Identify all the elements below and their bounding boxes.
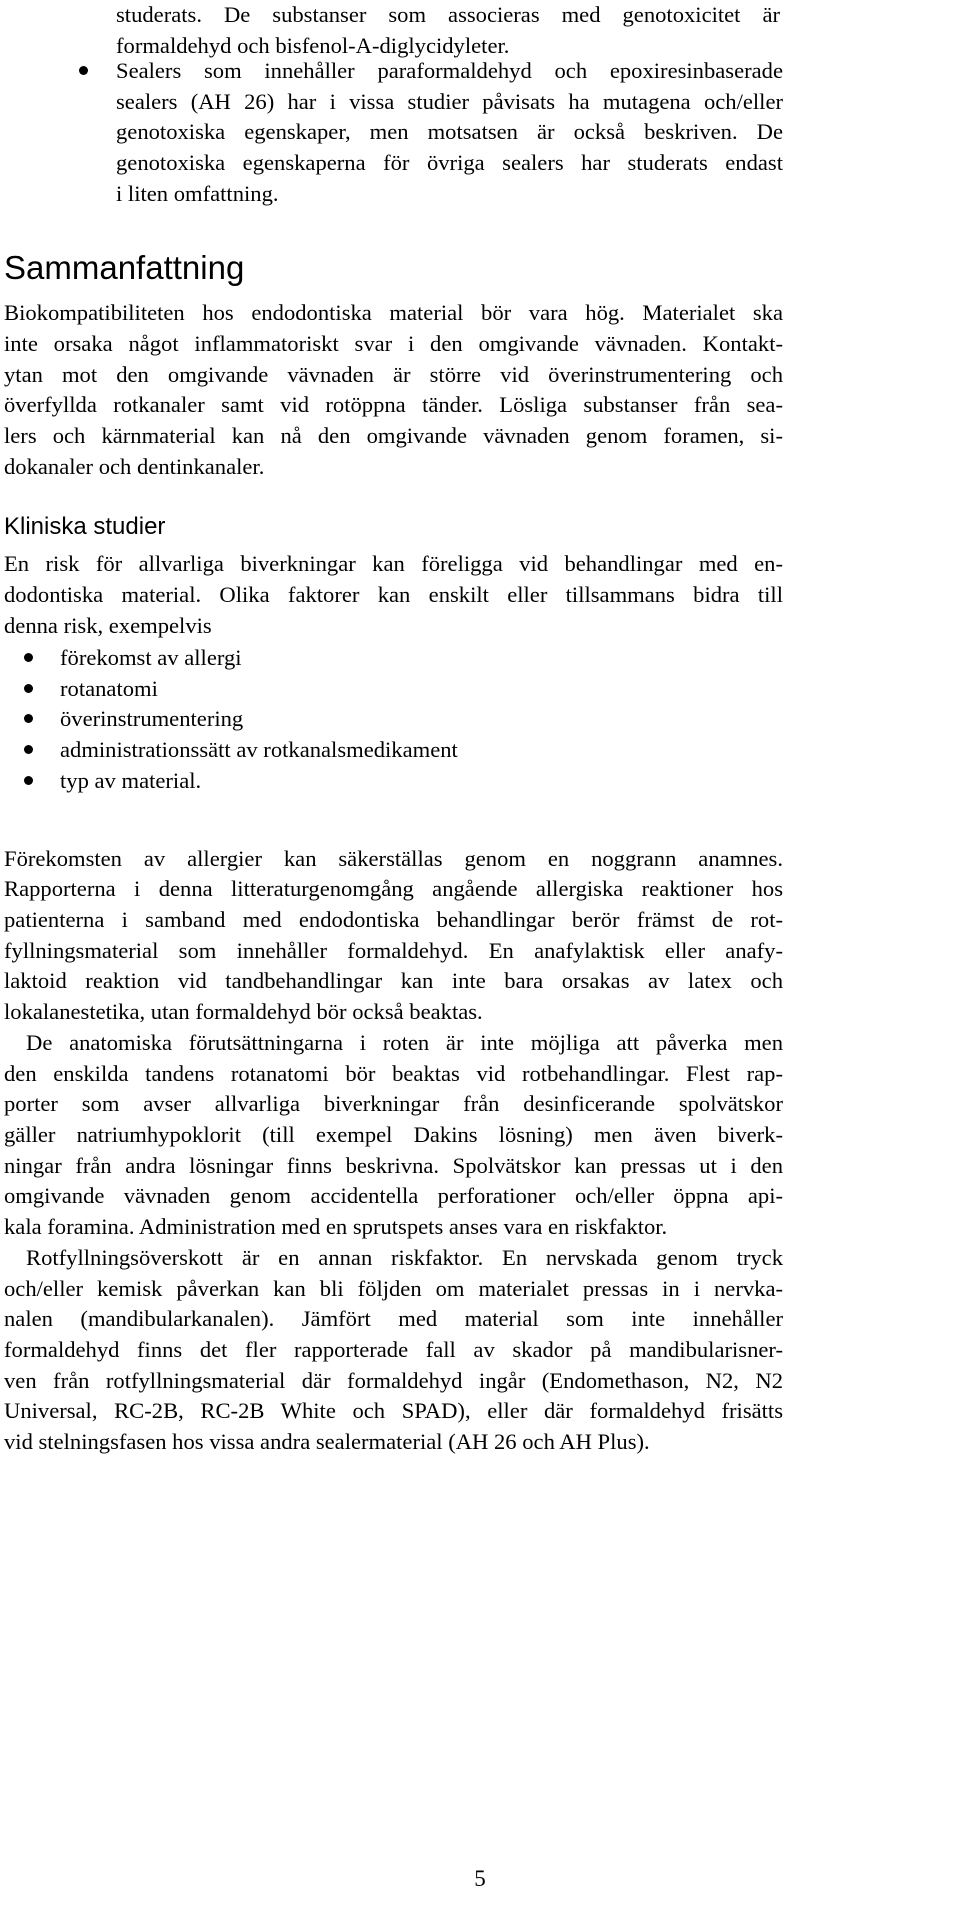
- text-line: genotoxiska egenskaperna för övriga sealers har studerats endast: [116, 150, 783, 175]
- text-line: formaldehyd finns det fler rapporterade fall av skador på mandibularisner-: [4, 1337, 783, 1362]
- bullet-icon: [79, 66, 88, 75]
- text-line: i liten omfattning.: [116, 181, 279, 206]
- list-item: typ av material.: [60, 768, 202, 793]
- text-line: laktoid reaktion vid tandbehandlingar kan inte bara orsakas av latex och: [4, 968, 783, 993]
- text-line: överfyllda rotkanaler samt vid rotöppna tänder. Lösliga substanser från sea-: [4, 392, 783, 417]
- text-line: Biokompatibiliteten hos endodontiska material bör vara hög. Materialet ska: [4, 300, 783, 325]
- text-line: nalen (mandibularkanalen). Jämfört med material som inte innehåller: [4, 1306, 783, 1331]
- text-line: De anatomiska förutsättningarna i roten är inte möjliga att påverka men: [26, 1030, 783, 1055]
- text-line: Förekomsten av allergier kan säkerställas genom en noggrann anamnes.: [4, 846, 783, 871]
- text-line: dokanaler och dentinkanaler.: [4, 454, 265, 479]
- text-line: fyllningsmaterial som innehåller formaldehyd. En anafylaktisk eller anafy-: [4, 938, 783, 963]
- text-line: Rotfyllningsöverskott är en annan riskfaktor. En nervskada genom tryck: [26, 1245, 783, 1270]
- page-number: 5: [474, 1866, 486, 1891]
- text-line: studerats. De substanser som associeras med genotoxicitet är: [116, 2, 780, 27]
- list-item: administrationssätt av rotkanalsmedikament: [60, 737, 458, 762]
- text-line: Rapporterna i denna litteraturgenomgång angående allergiska reaktioner hos: [4, 876, 783, 901]
- text-line: formaldehyd och bisfenol-A-diglycidyleter.: [116, 33, 510, 58]
- bullet-icon: [24, 684, 33, 693]
- section-heading-sammanfattning: Sammanfattning: [4, 249, 245, 286]
- text-line: lers och kärnmaterial kan nå den omgivande vävnaden genom foramen, si-: [4, 423, 783, 448]
- text-line: Universal, RC-2B, RC-2B White och SPAD), eller där formaldehyd frisätts: [4, 1398, 783, 1423]
- text-line: sealers (AH 26) har i vissa studier påvisats ha mutagena och/eller: [116, 89, 783, 114]
- text-line: patienterna i samband med endodontiska behandlingar berör främst de rot-: [4, 907, 783, 932]
- bullet-icon: [24, 745, 33, 754]
- text-line: kala foramina. Administration med en sprutspets anses vara en riskfaktor.: [4, 1214, 668, 1239]
- text-line: vid stelningsfasen hos vissa andra sealermaterial (AH 26 och AH Plus).: [4, 1429, 650, 1454]
- list-item: rotanatomi: [60, 676, 158, 701]
- bullet-icon: [24, 776, 33, 785]
- text-line: ningar från andra lösningar finns beskrivna. Spolvätskor kan pressas ut i den: [4, 1153, 783, 1178]
- section-heading-kliniska-studier: Kliniska studier: [4, 513, 166, 540]
- text-line: omgivande vävnaden genom accidentella perforationer och/eller öppna api-: [4, 1183, 783, 1208]
- list-item: förekomst av allergi: [60, 645, 242, 670]
- text-line: den enskilda tandens rotanatomi bör beaktas vid rotbehandlingar. Flest rap-: [4, 1061, 783, 1086]
- text-line: genotoxiska egenskaper, men motsatsen är också beskriven. De: [116, 119, 783, 144]
- text-line: En risk för allvarliga biverkningar kan föreligga vid behandlingar med en-: [4, 551, 783, 576]
- text-line: och/eller kemisk påverkan kan bli följden om materialet pressas in i nervka-: [4, 1276, 783, 1301]
- text-line: gäller natriumhypoklorit (till exempel Dakins lösning) men även biverk-: [4, 1122, 783, 1147]
- text-line: Sealers som innehåller paraformaldehyd och epoxiresinbaserade: [116, 58, 783, 83]
- text-line: inte orsaka något inflammatoriskt svar i den omgivande vävnaden. Kontakt-: [4, 331, 783, 356]
- text-line: ytan mot den omgivande vävnaden är större vid överinstrumentering och: [4, 362, 783, 387]
- bullet-icon: [24, 653, 33, 662]
- list-item: överinstrumentering: [60, 706, 244, 731]
- bullet-icon: [24, 714, 33, 723]
- text-line: ven från rotfyllningsmaterial där formaldehyd ingår (Endomethason, N2, N2: [4, 1368, 783, 1393]
- text-line: porter som avser allvarliga biverkningar från desinficerande spolvätskor: [4, 1091, 783, 1116]
- text-line: lokalanestetika, utan formaldehyd bör också beaktas.: [4, 999, 483, 1024]
- text-line: denna risk, exempelvis: [4, 613, 212, 638]
- text-line: dodontiska material. Olika faktorer kan enskilt eller tillsammans bidra till: [4, 582, 783, 607]
